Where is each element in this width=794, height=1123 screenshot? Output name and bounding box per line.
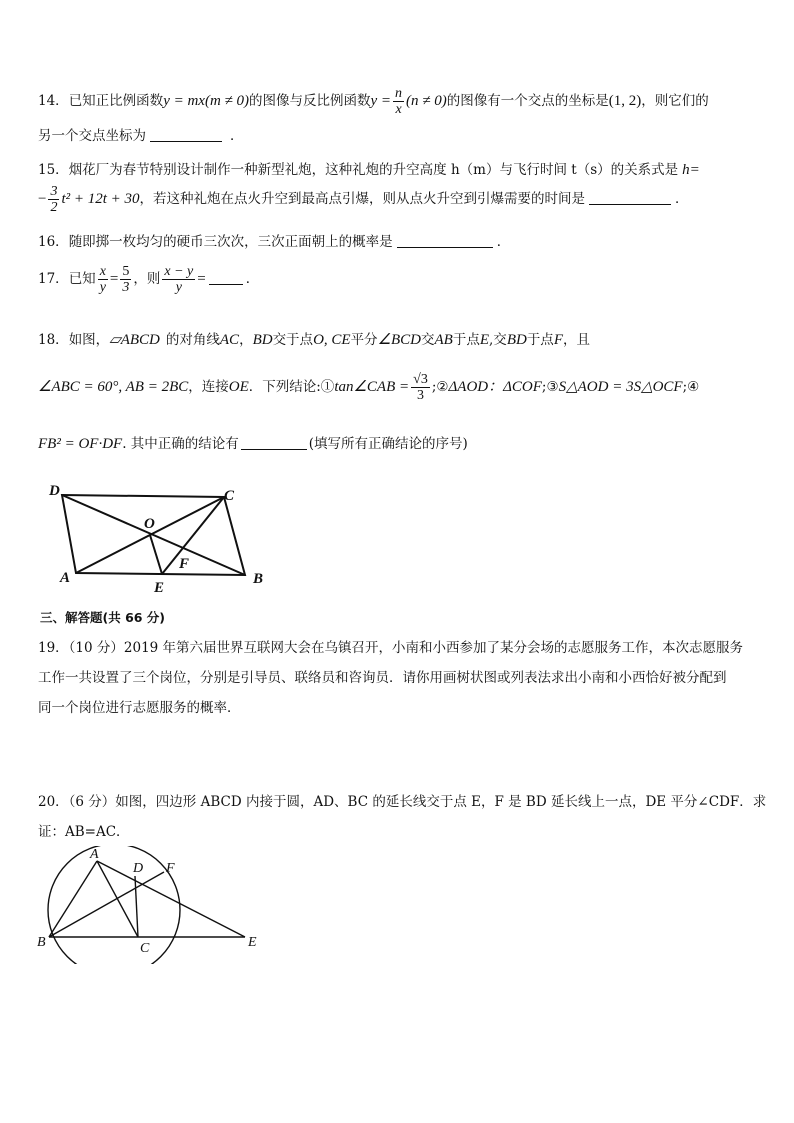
question-20-line-1: 20．（6 分）如图，四边形 ABCD 内接于圆，AD、BC 的延长线交于点 E，F 是 BD 延长线上一点，DE 平分∠CDF．求 [38,794,767,810]
question-18-line-2: ∠ABC = 60°, AB = 2BC，连接OE．下列结论:①tan∠CAB = $\frac{√3}{3}$ ;②ΔAOD：ΔCOF;③S△AOD = 3S△OCF;④ [38,372,700,403]
label-a: A [90,847,99,862]
section-3-title: 三、解答题(共 66 分) [40,610,166,625]
question-17: 17．已知 $\frac{x}{y}$ = $\frac{5}{3}$ ，则 $\frac{x - y}{y}$ = ． [38,264,260,295]
q15-fraction: $\frac{3}{2}$ [50,184,58,215]
question-20-line-2: 证：AB=AC． [38,824,130,840]
diagonal-bd [62,495,245,575]
label-d: D [133,861,144,876]
q16-answer-blank[interactable] [397,233,493,248]
label-e: E [154,580,165,596]
q17-answer-blank[interactable] [209,270,243,285]
question-19-line-3: 同一个岗位进行志愿服务的概率． [38,700,241,716]
label-c: C [140,941,150,956]
figure-20-circle [30,846,270,964]
segment-dc [135,876,138,937]
q14-fraction: $\frac{n}{x}$ [395,86,403,117]
label-a: A [60,570,71,586]
segment-bf [49,872,164,937]
question-19-line-2: 工作一共设置了三个岗位，分别是引导员、联络员和咨询员．请你用画树状图或列表法求出小南和小西恰好被分配到 [38,670,727,686]
question-19-line-1: 19．（10 分）2019 年第六届世界互联网大会在乌镇召开，小南和小西参加了某分会场的志愿服务工作，本次志愿服务 [38,640,744,656]
label-d: D [49,483,60,499]
question-14-line-1: 14．已知正比例函数y = mx(m ≠ 0)的图像与反比例函数y = $\frac{n}{x}$ (n ≠ 0)的图像有一个交点的坐标是(1, 2)，则它们的 [38,86,709,117]
label-c: C [224,488,235,504]
question-15-line-2: − $\frac{3}{2}$ t² + 12t + 30，若这种礼炮在点火升空到最高点引爆，则从点火升空到引爆需要的时间是 ． [38,184,689,215]
question-16: 16．随即掷一枚均匀的硬币三次次，三次正面朝上的概率是 ． [38,234,511,250]
label-e: E [248,935,257,950]
question-18-line-1: 18．如图，▱ABCD 的对角线AC，BD交于点O, CE平分∠BCD交AB于点E,交BD于点F，且 [38,332,590,348]
label-b: B [37,935,46,950]
question-18-line-3: FB² = OF·DF. 其中正确的结论有 (填写所有正确结论的序号) [38,436,468,452]
q14-linear-function: y = mx(m ≠ 0) [163,93,250,109]
q15-answer-blank[interactable] [589,190,671,205]
question-15-line-1: 15．烟花厂为春节特别设计制作一种新型礼炮，这种礼炮的升空高度 h（m）与飞行时间 t（s）的关系式是 h= [38,162,700,178]
label-o: O [144,516,155,532]
figure-18-parallelogram [40,478,280,600]
label-f: F [179,556,190,572]
question-14-line-2: 另一个交点坐标为 ． [38,128,244,144]
q14-answer-blank[interactable] [150,127,222,142]
circumcircle [48,846,180,964]
label-b: B [253,571,264,587]
label-f: F [166,861,175,876]
segment-oe [150,535,162,574]
segment-ab [49,861,97,937]
q18-answer-blank[interactable] [241,435,307,450]
